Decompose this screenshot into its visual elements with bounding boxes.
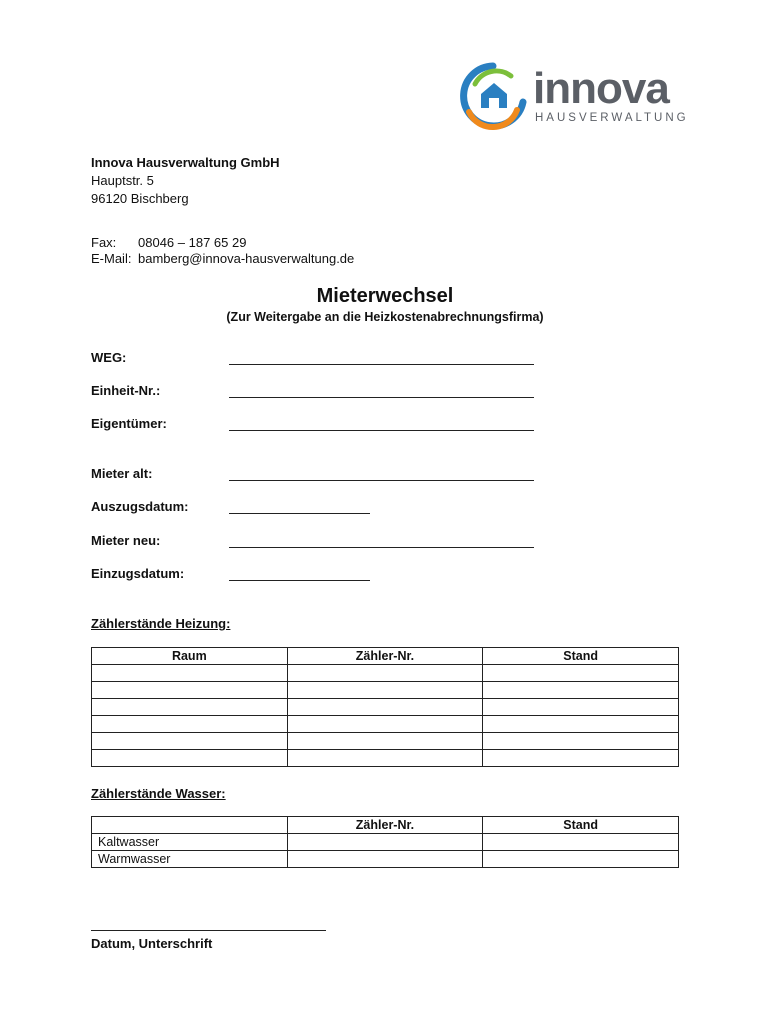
table-row (92, 682, 679, 699)
table-row (92, 834, 679, 851)
company-logo (455, 62, 689, 134)
table-cell[interactable] (287, 733, 483, 750)
table-cell[interactable] (92, 682, 288, 699)
company-street: Hauptstr. 5 (91, 173, 154, 188)
table-cell[interactable] (483, 716, 679, 733)
logo-subline: HAUSVERWALTUNG (535, 112, 689, 124)
field-line-mieter-alt[interactable] (229, 480, 534, 481)
field-label-mieter-neu: Mieter neu: (91, 533, 161, 548)
column-header-blank (92, 817, 288, 834)
table-cell[interactable] (287, 750, 483, 767)
company-city: 96120 Bischberg (91, 191, 189, 206)
table-cell[interactable] (483, 733, 679, 750)
table-cell[interactable] (483, 699, 679, 716)
table-row (92, 750, 679, 767)
water-table (91, 816, 679, 868)
email-value: bamberg@innova-hausverwaltung.de (138, 251, 355, 266)
table-cell[interactable] (92, 665, 288, 682)
water-heading: Zählerstände Wasser: (91, 786, 226, 801)
logo-wordmark: innova (533, 64, 669, 113)
table-cell[interactable] (287, 682, 483, 699)
row-label-warmwasser: Warmwasser (92, 851, 288, 868)
table-cell[interactable] (92, 733, 288, 750)
column-header-stand: Stand (483, 648, 679, 665)
column-header-zaehler: Zähler-Nr. (287, 817, 483, 834)
row-label-kaltwasser: Kaltwasser (92, 834, 288, 851)
table-cell[interactable] (92, 699, 288, 716)
table-cell[interactable] (287, 699, 483, 716)
table-row (92, 665, 679, 682)
field-label-auszugsdatum: Auszugsdatum: (91, 499, 189, 514)
company-address (91, 154, 280, 208)
table-cell[interactable] (483, 682, 679, 699)
column-header-stand: Stand (483, 817, 679, 834)
column-header-raum: Raum (92, 648, 288, 665)
field-label-mieter-alt: Mieter alt: (91, 466, 153, 481)
contact-block (91, 235, 354, 267)
field-label-eigentuemer: Eigentümer: (91, 416, 167, 431)
fax-row (91, 235, 354, 251)
email-label: E-Mail: (91, 251, 132, 266)
field-line-mieter-neu[interactable] (229, 547, 534, 548)
table-cell[interactable] (483, 665, 679, 682)
field-label-einheit: Einheit-Nr.: (91, 383, 161, 398)
table-cell[interactable] (92, 750, 288, 767)
table-row (92, 733, 679, 750)
field-line-eigentuemer[interactable] (229, 430, 534, 431)
field-label-einzugsdatum: Einzugsdatum: (91, 566, 185, 581)
table-row (92, 699, 679, 716)
table-cell[interactable] (483, 834, 679, 851)
form-subtitle: (Zur Weitergabe an die Heizkostenabrechnungsfirma) (226, 310, 544, 324)
table-cell[interactable] (483, 851, 679, 868)
table-cell[interactable] (287, 716, 483, 733)
field-line-weg[interactable] (229, 364, 534, 365)
table-row (92, 851, 679, 868)
form-title: Mieterwechsel (316, 285, 454, 307)
table-cell[interactable] (287, 851, 483, 868)
fax-value: 08046 – 187 65 29 (138, 235, 247, 250)
house-swirl-icon (455, 62, 533, 134)
field-line-einzugsdatum[interactable] (229, 580, 370, 581)
table-header-row (92, 817, 679, 834)
column-header-zaehler: Zähler-Nr. (287, 648, 483, 665)
company-name: Innova Hausverwaltung GmbH (91, 155, 280, 170)
field-line-einheit[interactable] (229, 397, 534, 398)
fax-label: Fax: (91, 235, 117, 250)
table-cell[interactable] (287, 834, 483, 851)
table-header-row (92, 648, 679, 665)
table-cell[interactable] (483, 750, 679, 767)
signature-label: Datum, Unterschrift (91, 936, 213, 951)
heating-heading: Zählerstände Heizung: (91, 616, 231, 631)
signature-line[interactable] (91, 930, 326, 931)
email-row (91, 251, 354, 267)
heating-table (91, 647, 679, 767)
table-row (92, 716, 679, 733)
table-cell[interactable] (92, 716, 288, 733)
field-line-auszugsdatum[interactable] (229, 513, 370, 514)
table-cell[interactable] (287, 665, 483, 682)
field-label-weg: WEG: (91, 350, 127, 365)
